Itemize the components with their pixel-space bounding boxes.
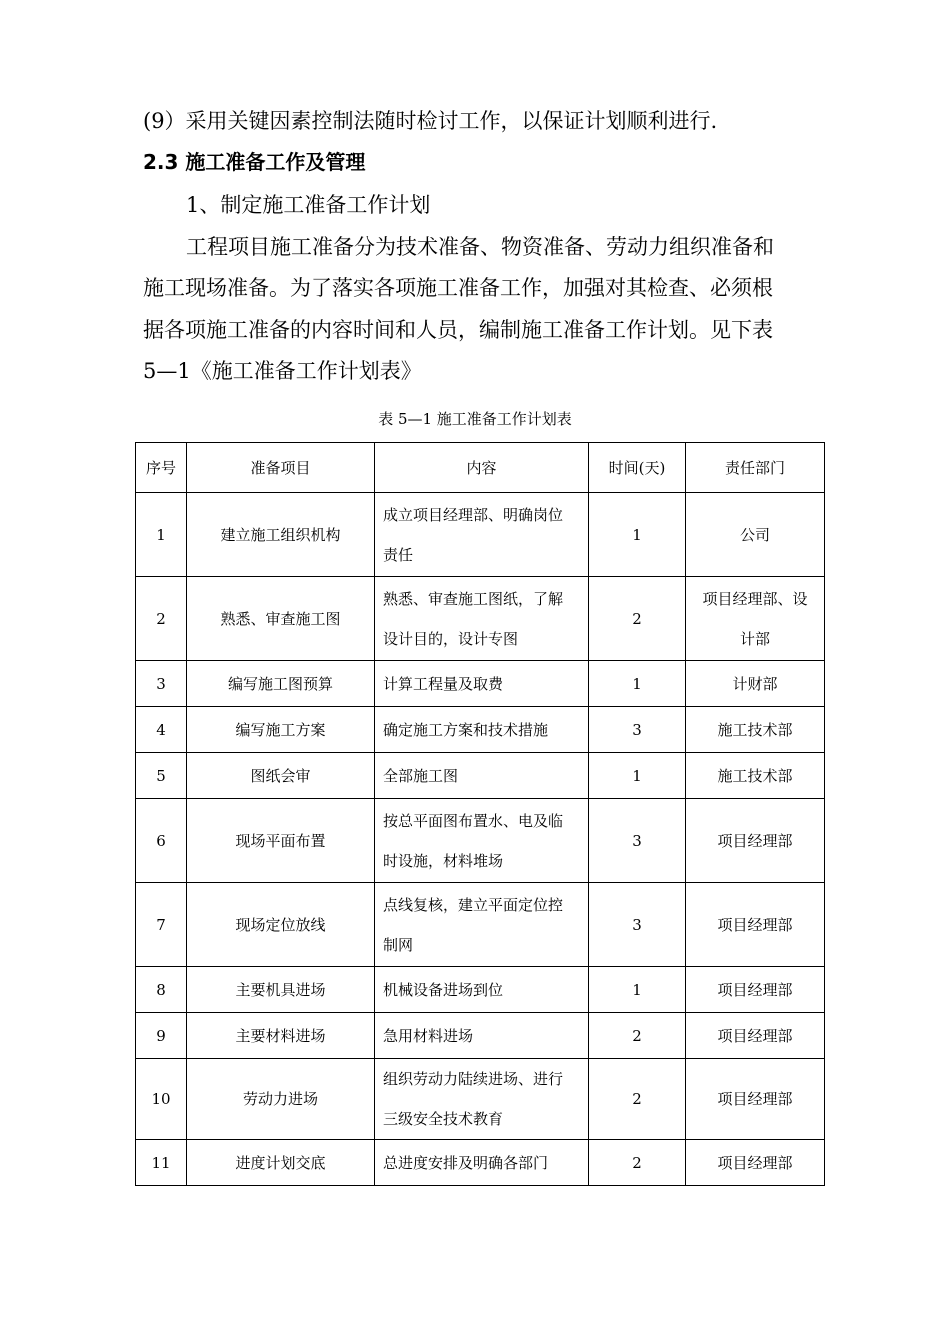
- cell-days-text: 1: [632, 674, 642, 693]
- cell-content: [375, 707, 589, 753]
- cell-no: [136, 883, 187, 967]
- cell-content-text: 总进度安排及明确各部门: [383, 1153, 549, 1172]
- cell-item-text: 熟悉、审查施工图: [220, 609, 341, 628]
- cell-dept: [686, 753, 825, 799]
- cell-dept-text: 项目经理部: [717, 1153, 793, 1172]
- cell-no-text: 6: [156, 831, 166, 850]
- cell-content-text: 按总平面图布置水、电及临: [383, 811, 564, 830]
- cell-content-text: 责任: [383, 545, 414, 564]
- cell-content-text: 时设施，材料堆场: [383, 851, 504, 870]
- cell-dept: [686, 1140, 825, 1186]
- cell-dept-text: 公司: [739, 525, 770, 544]
- cell-dept-text: 项目经理部: [717, 980, 793, 999]
- cell-dept: [686, 883, 825, 967]
- cell-item-text: 现场平面布置: [235, 831, 326, 850]
- cell-content-text: 机械设备进场到位: [383, 980, 504, 999]
- cell-content: [375, 799, 589, 883]
- cell-days-text: 1: [632, 525, 642, 544]
- cell-item-text: 编写施工方案: [235, 720, 326, 739]
- cell-content: [375, 883, 589, 967]
- cell-days: [589, 753, 686, 799]
- cell-no-text: 5: [156, 766, 166, 785]
- cell-days-text: 1: [632, 980, 642, 999]
- cell-days: [589, 1140, 686, 1186]
- table-row: [136, 967, 825, 1013]
- header-days: 时间(天): [589, 443, 686, 493]
- cell-no: [136, 799, 187, 883]
- cell-item: [187, 1140, 375, 1186]
- cell-dept: [686, 1059, 825, 1140]
- cell-content: [375, 1059, 589, 1140]
- cell-item: [187, 661, 375, 707]
- cell-days: [589, 1013, 686, 1059]
- table-row: [136, 799, 825, 883]
- header-no: 序号: [136, 443, 187, 493]
- cell-content: [375, 493, 589, 577]
- cell-content: [375, 661, 589, 707]
- table-row: [136, 883, 825, 967]
- cell-no: [136, 967, 187, 1013]
- cell-content-text: 制网: [383, 935, 414, 954]
- table-header-row: [136, 443, 825, 493]
- paragraph-line: 施工现场准备。为了落实各项施工准备工作，加强对其检查、必须根: [143, 276, 773, 300]
- section-heading: 2.3 施工准备工作及管理: [143, 150, 366, 174]
- table-row: [136, 577, 825, 661]
- cell-content-text: 组织劳动力陆续进场、进行: [383, 1070, 564, 1088]
- cell-no-text: 3: [156, 674, 166, 693]
- cell-item-text: 进度计划交底: [235, 1153, 326, 1172]
- preparation-plan-table: [135, 442, 825, 1186]
- table-row: [136, 707, 825, 753]
- table-row: [136, 1059, 825, 1140]
- cell-dept-text: 项目经理部: [717, 1090, 793, 1108]
- cell-item-text: 劳动力进场: [242, 1090, 318, 1108]
- cell-days-text: 2: [632, 1026, 642, 1045]
- table-row: [136, 661, 825, 707]
- cell-item-text: 现场定位放线: [235, 915, 326, 934]
- cell-no: [136, 577, 187, 661]
- cell-item: [187, 753, 375, 799]
- cell-days: [589, 661, 686, 707]
- cell-item: [187, 1059, 375, 1140]
- cell-days-text: 2: [632, 609, 642, 628]
- paragraph-line: 据各项施工准备的内容时间和人员，编制施工准备工作计划。见下表: [143, 318, 773, 342]
- cell-no-text: 9: [156, 1026, 166, 1045]
- cell-dept: [686, 577, 825, 661]
- cell-days: [589, 577, 686, 661]
- cell-item: [187, 577, 375, 661]
- cell-content-text: 成立项目经理部、明确岗位: [383, 505, 564, 524]
- cell-item: [187, 883, 375, 967]
- cell-item: [187, 707, 375, 753]
- cell-content: [375, 1013, 589, 1059]
- cell-dept: [686, 493, 825, 577]
- cell-no-text: 11: [151, 1153, 171, 1172]
- cell-no-text: 1: [156, 525, 166, 544]
- cell-no: [136, 493, 187, 577]
- table-caption: 表 5—1 施工准备工作计划表: [378, 410, 572, 428]
- cell-content: [375, 1140, 589, 1186]
- cell-dept-text: 计部: [739, 629, 770, 648]
- cell-days: [589, 707, 686, 753]
- table-row: [136, 1140, 825, 1186]
- cell-no: [136, 753, 187, 799]
- cell-no: [136, 707, 187, 753]
- intro-item: (9）采用关键因素控制法随时检讨工作，以保证计划顺利进行.: [143, 109, 718, 133]
- cell-days-text: 2: [632, 1153, 642, 1172]
- cell-no: [136, 1059, 187, 1140]
- cell-dept-text: 项目经理部: [717, 1026, 793, 1045]
- cell-no-text: 4: [156, 720, 166, 739]
- cell-dept-text: 施工技术部: [717, 720, 793, 739]
- cell-no-text: 10: [151, 1090, 171, 1108]
- cell-item-text: 图纸会审: [250, 766, 311, 785]
- cell-dept: [686, 707, 825, 753]
- cell-content-text: 设计目的，设计专图: [383, 629, 519, 648]
- cell-no-text: 2: [156, 609, 166, 628]
- cell-days: [589, 493, 686, 577]
- cell-days: [589, 1059, 686, 1140]
- cell-dept-text: 项目经理部: [717, 915, 793, 934]
- cell-no-text: 8: [156, 980, 166, 999]
- cell-dept-text: 计财部: [732, 674, 778, 693]
- paragraph-line: 5—1《施工准备工作计划表》: [143, 359, 422, 383]
- cell-item: [187, 493, 375, 577]
- cell-days-text: 2: [632, 1090, 642, 1108]
- table-row: [136, 1013, 825, 1059]
- cell-days: [589, 799, 686, 883]
- cell-item-text: 建立施工组织机构: [220, 525, 341, 544]
- sub-heading: 1、制定施工准备工作计划: [186, 193, 431, 217]
- cell-no: [136, 1140, 187, 1186]
- cell-content-text: 全部施工图: [383, 766, 459, 785]
- cell-dept: [686, 799, 825, 883]
- cell-content-text: 熟悉、审查施工图纸，了解: [383, 589, 564, 608]
- cell-content-text: 急用材料进场: [383, 1026, 474, 1045]
- table-row: [136, 753, 825, 799]
- cell-dept: [686, 1013, 825, 1059]
- header-content: 内容: [375, 443, 589, 493]
- cell-item-text: 主要材料进场: [235, 1026, 326, 1045]
- cell-item-text: 编写施工图预算: [227, 674, 333, 693]
- cell-content-text: 计算工程量及取费: [383, 674, 504, 693]
- cell-content-text: 点线复核，建立平面定位控: [383, 895, 564, 914]
- cell-content: [375, 967, 589, 1013]
- cell-dept-text: 项目经理部、设: [702, 589, 808, 608]
- cell-days-text: 3: [632, 831, 642, 850]
- cell-dept: [686, 661, 825, 707]
- cell-item: [187, 1013, 375, 1059]
- cell-no: [136, 1013, 187, 1059]
- cell-no-text: 7: [156, 915, 166, 934]
- cell-days-text: 3: [632, 915, 642, 934]
- cell-days: [589, 883, 686, 967]
- cell-content-text: 三级安全技术教育: [383, 1110, 504, 1128]
- cell-item: [187, 799, 375, 883]
- table-row: [136, 493, 825, 577]
- cell-no: [136, 661, 187, 707]
- cell-days-text: 1: [632, 766, 642, 785]
- cell-content: [375, 577, 589, 661]
- cell-content-text: 确定施工方案和技术措施: [383, 720, 549, 739]
- cell-dept-text: 项目经理部: [717, 831, 793, 850]
- header-item: 准备项目: [187, 443, 375, 493]
- cell-days: [589, 967, 686, 1013]
- cell-item-text: 主要机具进场: [235, 980, 326, 999]
- cell-content: [375, 753, 589, 799]
- cell-days-text: 3: [632, 720, 642, 739]
- paragraph-line: 工程项目施工准备分为技术准备、物资准备、劳动力组织准备和: [186, 235, 774, 259]
- cell-item: [187, 967, 375, 1013]
- cell-dept: [686, 967, 825, 1013]
- cell-dept-text: 施工技术部: [717, 766, 793, 785]
- header-dept: 责任部门: [686, 443, 825, 493]
